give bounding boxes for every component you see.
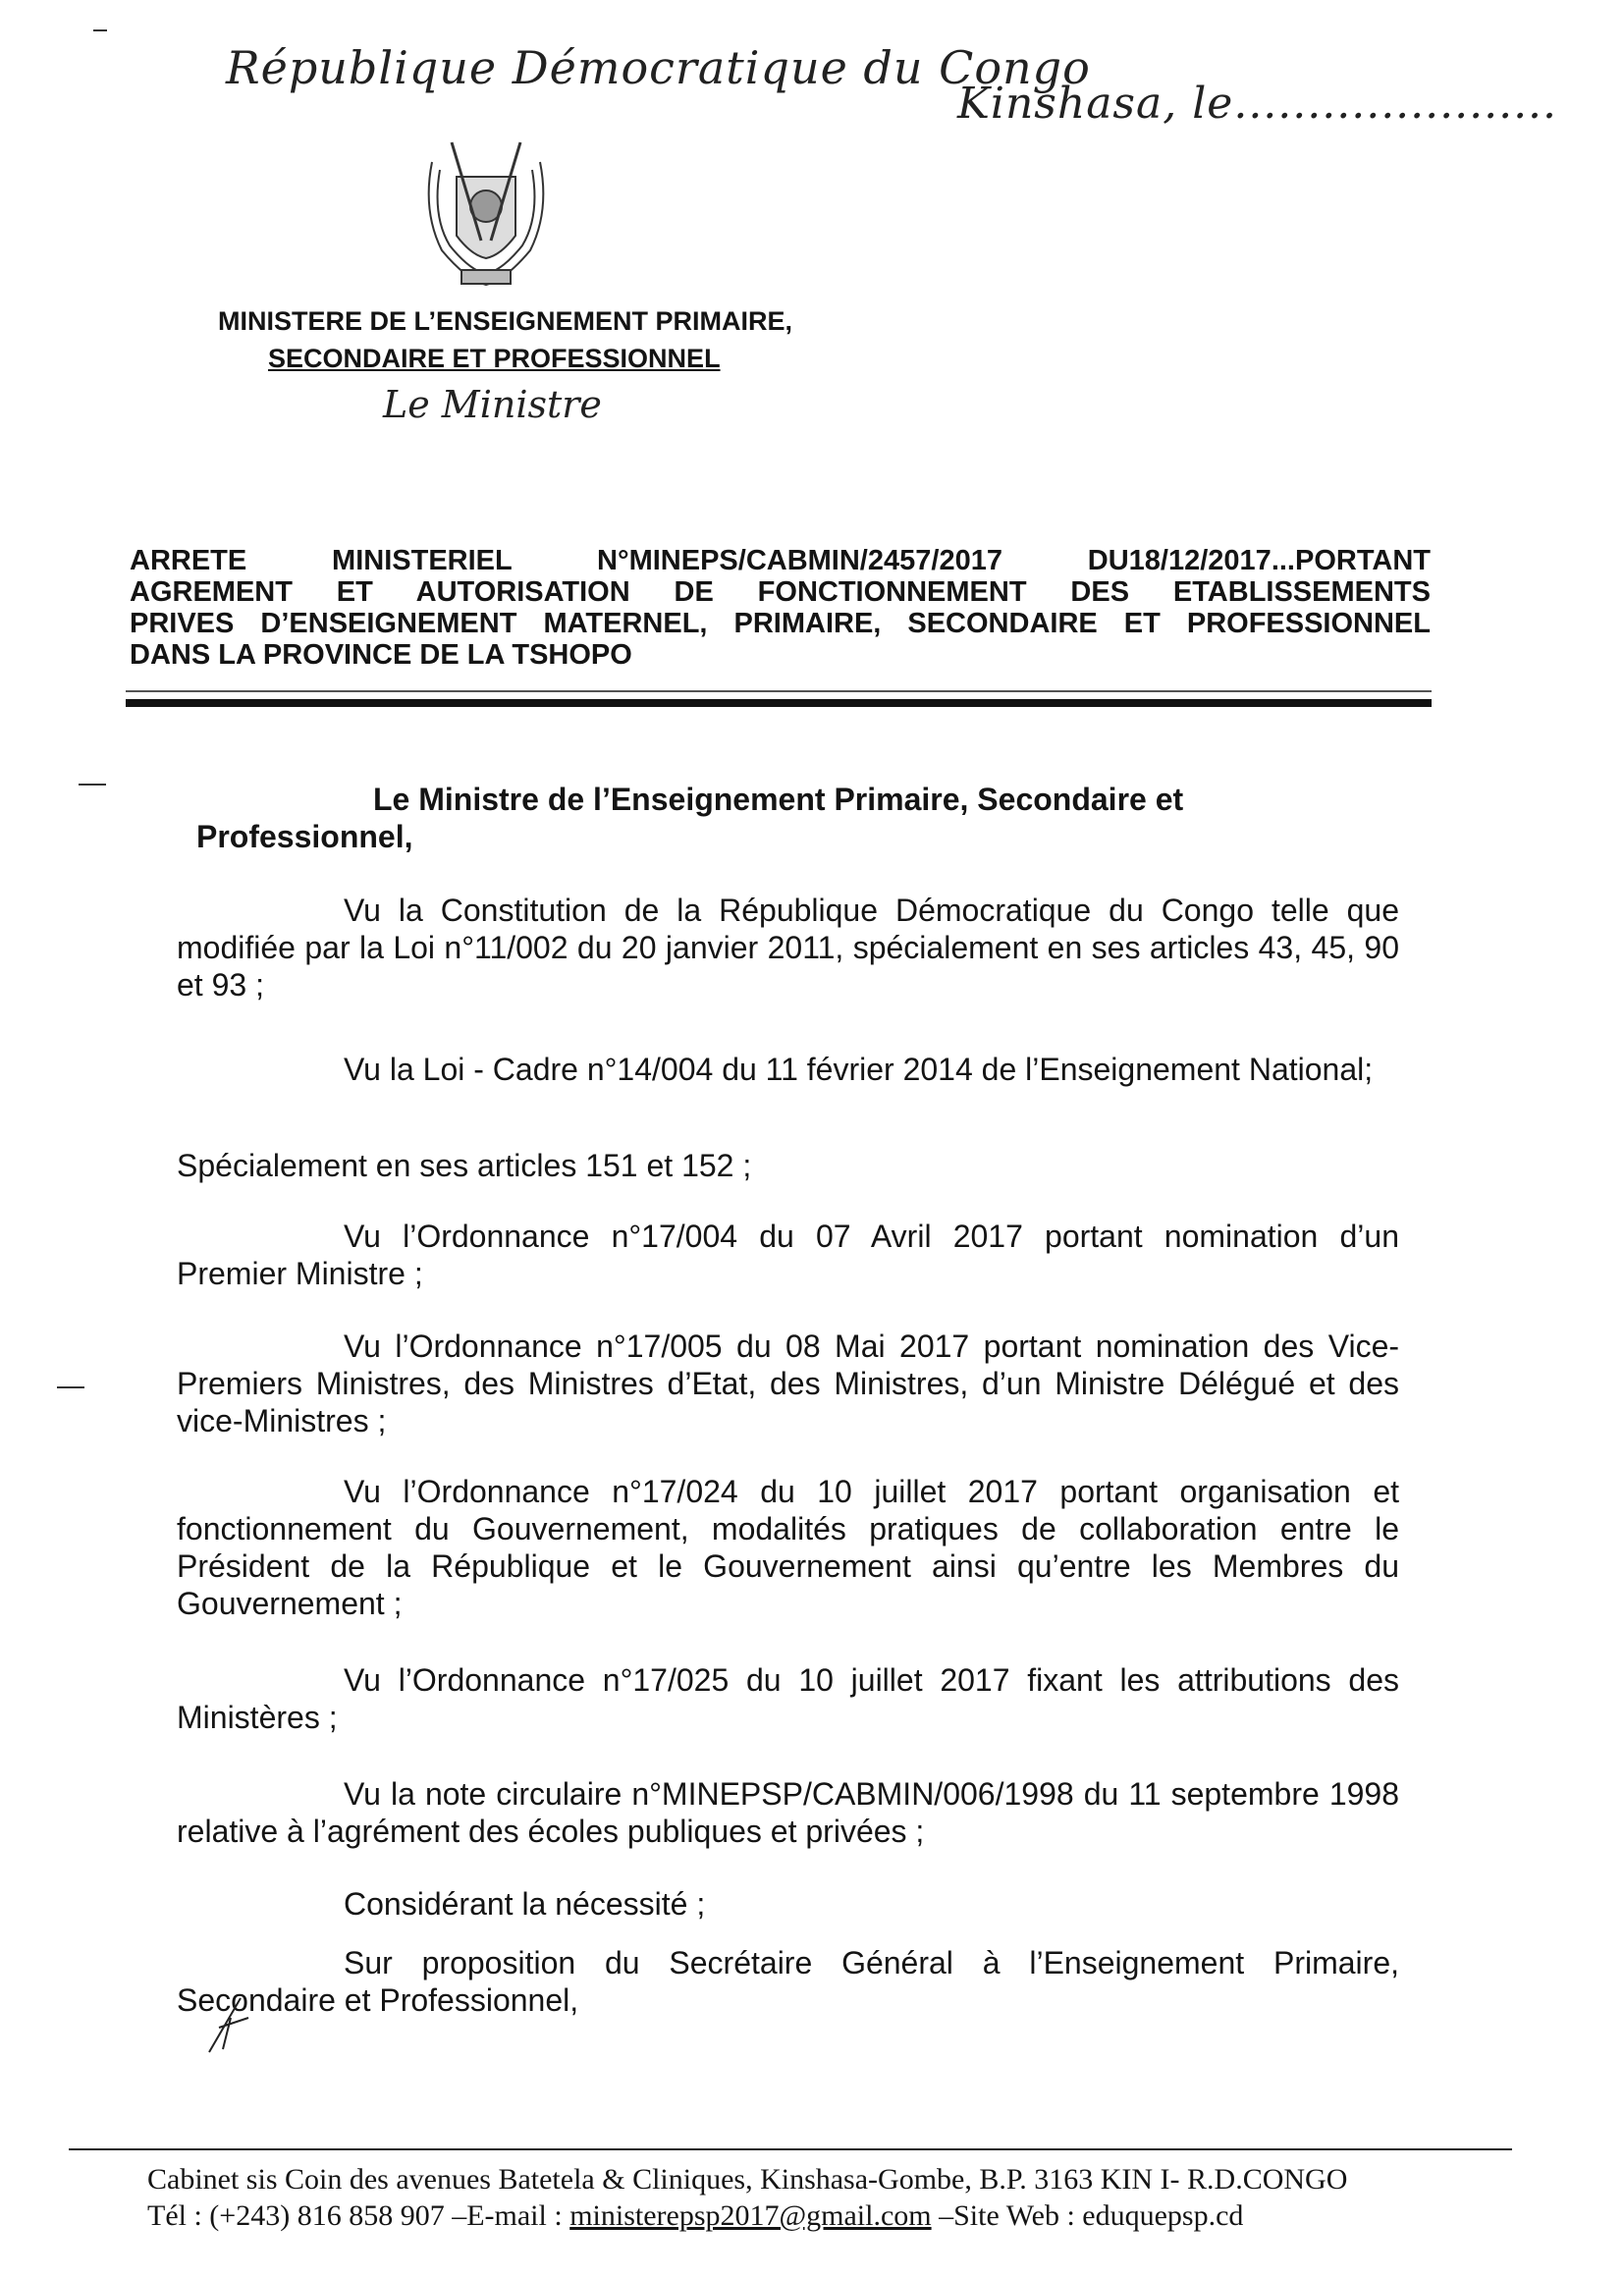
paragraph-rest: National; (1248, 1052, 1374, 1087)
scan-mark (93, 29, 107, 31)
paragraph-first-line: Considérant la nécessité ; (344, 1886, 706, 1922)
recital-paragraph (177, 1944, 1399, 2019)
recital-paragraph (177, 1051, 1399, 1088)
paragraph-rest: fonctionnement du Gouvernement, modalités pratiques de collaboration entre le Président de la République et le Gouvernement ainsi qu’entre les Membres du Gouvernement ; (177, 1511, 1399, 1621)
initials-mark-icon (201, 1988, 260, 2057)
footer-website: –Site Web : eduquepsp.cd (931, 2199, 1244, 2232)
paragraph-rest: 1998 relative à l’agrément des écoles publiques et privées ; (177, 1776, 1400, 1849)
recital-paragraph (177, 892, 1399, 1003)
paragraph-rest: Ministères ; (177, 1700, 338, 1735)
paragraph-first-line: Vu la Constitution de la République Démocratique du Congo telle que (344, 893, 1399, 928)
recital-paragraph (177, 1473, 1399, 1622)
divider (126, 690, 1432, 692)
paragraph-first-line: Vu l’Ordonnance n°17/005 du 08 Mai 2017 portant nomination des (344, 1329, 1315, 1364)
ministry-name-line2: SECONDAIRE ET PROFESSIONNEL (268, 344, 721, 373)
recital-paragraph (177, 1147, 1399, 1184)
heading-line2: Professionnel, (196, 819, 413, 854)
decree-title-line: ARRETE MINISTERIEL N°MINEPS/CABMIN/2457/2017 DU18/12/2017...PORTANT (130, 545, 1431, 576)
recital-paragraph (177, 1775, 1399, 1850)
place-date-line: Kinshasa, le...................... (957, 79, 1558, 129)
heading-line1: Le Ministre de l’Enseignement Primaire, Secondaire et (373, 782, 1184, 817)
scan-mark (79, 784, 106, 786)
paragraph-first-line: Vu la Loi - Cadre n°14/004 du 11 février 2014 de l’Enseignement (344, 1052, 1240, 1087)
decree-title (130, 545, 1431, 671)
footer-address: Cabinet sis Coin des avenues Batetela & Cliniques, Kinshasa-Gombe, B.P. 3163 KIN I- R.D.CONGO (147, 2163, 1348, 2196)
paragraph-rest: Secondaire et Professionnel, (177, 1982, 579, 2018)
paragraph-rest: Premier Ministre ; (177, 1256, 423, 1291)
recital-paragraph (177, 1661, 1399, 1736)
footer-email-link[interactable]: ministerepsp2017@gmail.com (569, 2199, 932, 2232)
scan-mark (57, 1386, 84, 1388)
footer-contact (147, 2199, 1243, 2233)
recital-paragraph (177, 1328, 1399, 1439)
paragraph-rest: Vice-Premiers Ministres, des Ministres d’Etat, des Ministres, d’un Ministre Délégué et des vice-Ministres ; (177, 1329, 1400, 1438)
paragraph-rest: modifiée par la Loi n°11/002 du 20 janvier 2011, spécialement en ses articles 43, 45, 90 et 93 ; (177, 930, 1399, 1003)
paragraph-first-line: Vu l’Ordonnance n°17/004 du 07 Avril 2017 portant nomination d’un (344, 1219, 1399, 1254)
paragraph-first-line: Sur proposition du Secrétaire Général à l’Enseignement Primaire, (344, 1945, 1399, 1980)
decree-title-line: AGREMENT ET AUTORISATION DE FONCTIONNEMENT DES ETABLISSEMENTS (130, 576, 1431, 608)
decree-title-line: PRIVES D’ENSEIGNEMENT MATERNEL, PRIMAIRE, SECONDAIRE ET PROFESSIONNEL (130, 608, 1431, 639)
coat-of-arms-icon (412, 123, 560, 299)
minister-title-signature: Le Ministre (383, 383, 602, 426)
footer-divider (69, 2148, 1512, 2150)
paragraph-first-line: Vu la note circulaire n°MINEPSP/CABMIN/006/1998 du 11 septembre (344, 1776, 1320, 1812)
decree-title-line: DANS LA PROVINCE DE LA TSHOPO (130, 639, 632, 671)
paragraph-rest: Spécialement en ses articles 151 et 152 ; (177, 1148, 752, 1183)
recital-paragraph (177, 1885, 1399, 1923)
country-name: République Démocratique du Congo (226, 41, 1091, 94)
divider (126, 699, 1432, 707)
minister-heading (196, 781, 1424, 855)
recital-paragraph (177, 1218, 1399, 1292)
ministry-name-line1: MINISTERE DE L’ENSEIGNEMENT PRIMAIRE, (218, 306, 793, 336)
paragraph-first-line: Vu l’Ordonnance n°17/024 du 10 juillet 2017 portant organisation et (344, 1474, 1399, 1509)
footer-phone: Tél : (+243) 816 858 907 –E-mail : (147, 2199, 570, 2232)
paragraph-first-line: Vu l’Ordonnance n°17/025 du 10 juillet 2017 fixant les attributions des (344, 1662, 1399, 1698)
